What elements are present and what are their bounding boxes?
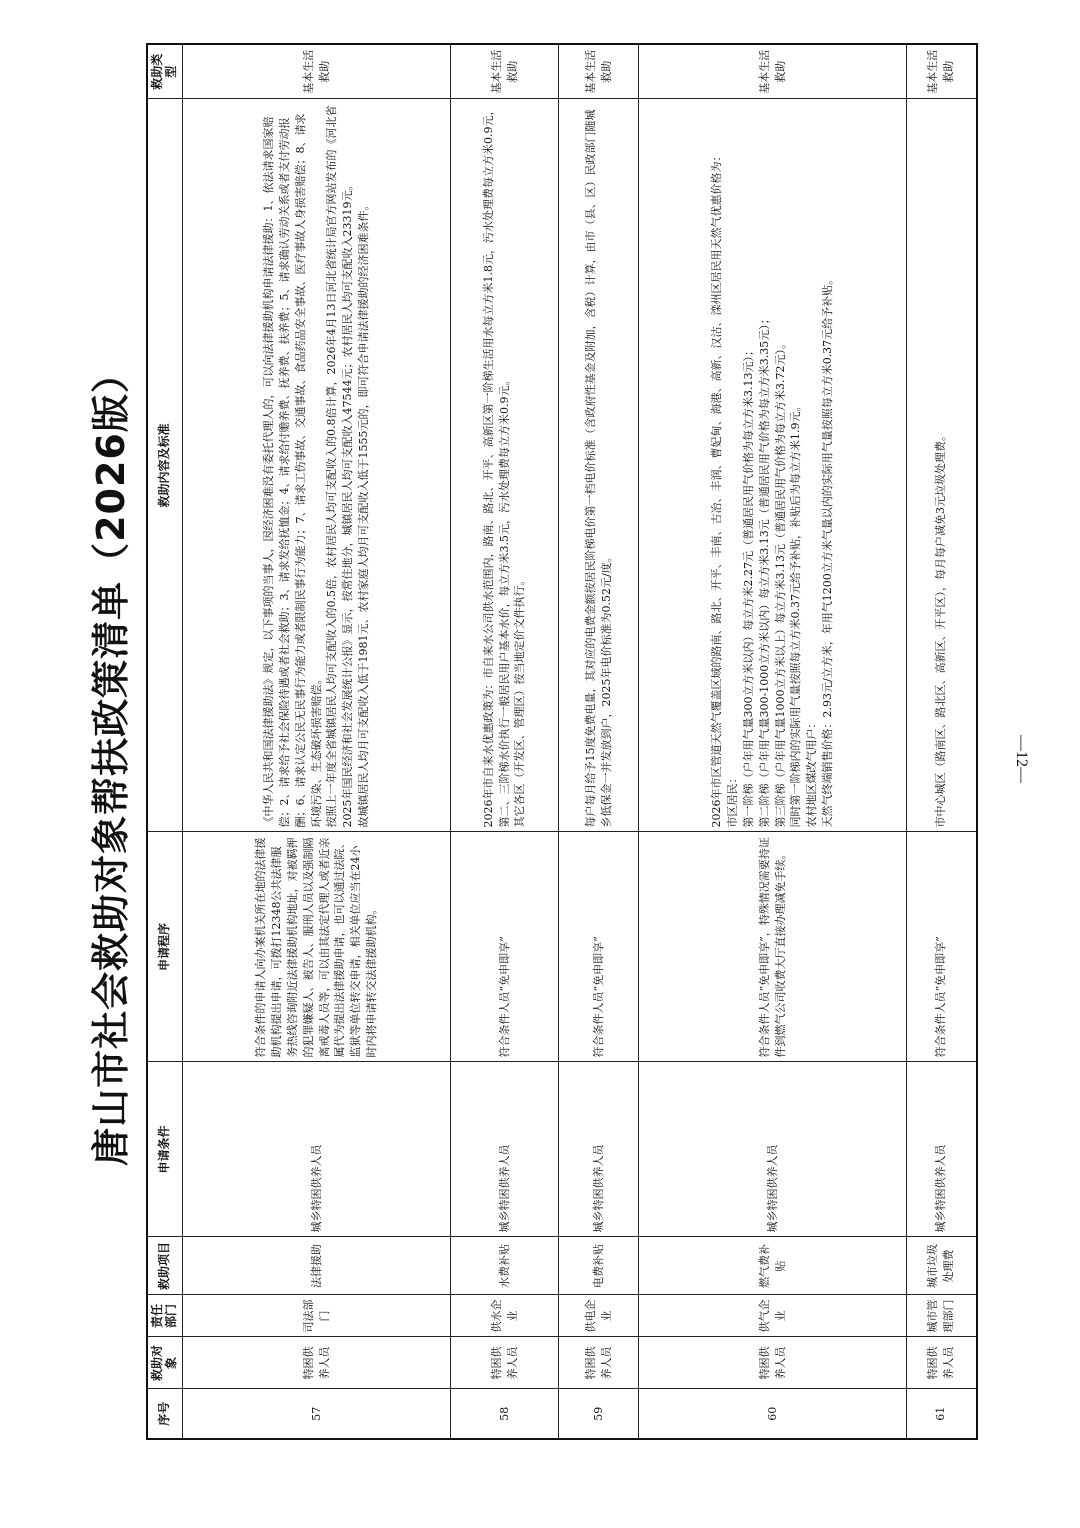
row-no: 59	[559, 1389, 639, 1439]
policy-table	[146, 43, 978, 1440]
row-no: 61	[907, 1389, 977, 1439]
table-row	[559, 44, 639, 1439]
page-number: —12—	[1013, 735, 1030, 783]
page-title: 唐山市社会救助对象帮扶政策清单（2026版）	[89, 354, 133, 1166]
row-dept: 供水企业	[451, 1295, 559, 1337]
row-no: 58	[451, 1389, 559, 1439]
header-procedure: 申请程序	[147, 832, 183, 1062]
rotated-page	[80, 40, 980, 1480]
row-type: 基本生活救助	[183, 44, 451, 99]
header-item: 救助项目	[147, 1237, 183, 1295]
header-condition: 申请条件	[147, 1062, 183, 1237]
row-item: 法律援助	[183, 1237, 451, 1295]
row-type: 基本生活救助	[907, 44, 977, 99]
table-header-row	[147, 44, 183, 1439]
row-condition: 城乡特困供养人员	[183, 1062, 451, 1237]
row-dept: 供气企业	[639, 1295, 907, 1337]
row-condition: 城乡特困供养人员	[559, 1062, 639, 1237]
table-row	[451, 44, 559, 1439]
header-dept: 责任部门	[147, 1295, 183, 1337]
header-object: 救助对象	[147, 1337, 183, 1389]
row-procedure: 符合条件人员“免申即享”	[907, 832, 977, 1062]
row-item: 燃气费补贴	[639, 1237, 907, 1295]
row-procedure: 符合条件的申请人向办案机关所在地的法律援助机构提出申请，可拨打12348公共法律服务热线咨询附近法律援助机构地址，对被羁押的犯罪嫌疑人、被告人、服刑人员以及强制隔离戒毒人员等，可以由其法定代理人或者近亲属代为提出法律援助申请，也可以通过法院、监狱等单位转交申请，相关单位应当在24小时内将申请转交法律援助机构。	[183, 832, 451, 1062]
row-object: 特困供养人员	[451, 1337, 559, 1389]
header-content: 救助内容及标准	[147, 99, 183, 832]
row-no: 57	[183, 1389, 451, 1439]
row-item: 城市垃圾处理费	[907, 1237, 977, 1295]
row-object: 特困供养人员	[559, 1337, 639, 1389]
row-object: 特困供养人员	[639, 1337, 907, 1389]
row-no: 60	[639, 1389, 907, 1439]
row-procedure: 符合条件人员“免申即享”	[451, 832, 559, 1062]
row-dept: 城市管理部门	[907, 1295, 977, 1337]
row-type: 基本生活救助	[451, 44, 559, 99]
header-type: 救助类型	[147, 44, 183, 99]
row-item: 水费补贴	[451, 1237, 559, 1295]
row-dept: 司法部门	[183, 1295, 451, 1337]
row-procedure: 符合条件人员“免申即享”，特殊情况需要持证件到燃气公司收费大厅直接办理减免手续。	[639, 832, 907, 1062]
row-dept: 供电企业	[559, 1295, 639, 1337]
row-content: 《中华人民共和国法律援助法》规定，以下事项的当事人，因经济困难没有委托代理人的，可以向法律援助机构申请法律援助：1、依法请求国家赔偿；2、请求给予社会保险待遇或者社会救助；3、请求发给抚恤金；4、请求给付赡养费、抚养费、扶养费；5、请求确认劳动关系或者支付劳动报酬；6、请求认定公民无民事行为能力或者限制民事行为能力；7、请求工伤事故、交通事故、食品药品安全事故、医疗事故人身损害赔偿；8、请求环境污染、生态破坏损害赔偿。 按照上一年度全省城镇居民人均可支配收入的0.5倍，农村居民人均可支配收入的0.8倍计算，2026年4月13日河北省统计局官方网站发布的《河北省2025年国民经济和社会发展统计公报》显示，按常住地分，城镇居民人均可支配收入47544元；农村居民人均可支配收入23319元。 故城镇居民人均月可支配收入低于1981元、农村家庭人均月可支配收入低于1555元的，即可符合申请法律援助的经济困难条件。	[183, 99, 451, 832]
row-condition: 城乡特困供养人员	[639, 1062, 907, 1237]
row-procedure: 符合条件人员“免申即享”	[559, 832, 639, 1062]
row-item: 电费补贴	[559, 1237, 639, 1295]
row-type: 基本生活救助	[639, 44, 907, 99]
row-object: 特困供养人员	[183, 1337, 451, 1389]
row-condition: 城乡特困供养人员	[451, 1062, 559, 1237]
row-content: 2026年市自来水优惠政策为：市自来水公司供水范围内，路南、路北、开平、高新区第一阶梯生活用水每立方米1.8元，污水处理费每立方米0.9元，第二、三阶梯水价执行一般居民用户基本水价，每立方米3.5元，污水处理费每立方米0.9元。 其它各区（开发区、管理区）按当地定价文件执行。	[451, 99, 559, 832]
row-content: 2026年市区管道天然气覆盖区域的路南、路北、开平、丰南、古冶、丰润、曹妃甸、海港、高新、汉沽、滦州区居民用天然气优惠价格为： 市区居民： 第一阶梯（户年用气量300立方米以内）每立方米2.27元（普通居民用气价格为每立方米3.13元）； 第二阶梯（户年用气量300-1000立方米以内）每立方米3.13元（普通居民用气价格为每立方米3.35元）； 第三阶梯（户年用气量1000立方米以上）每立方米3.13元（普通居民用气价格为每立方米3.72元）。 同时第一阶梯内的实际用气量按照每立方米0.37元给予补贴，补贴后为每立方米1.9元。 农村地区煤改气用户： 天然气终端销售价格：2.93元/立方米，年用气1200立方米气量以内的实际用气量按照每立方米0.37元给予补贴。	[639, 99, 907, 832]
table-row	[907, 44, 977, 1439]
row-condition: 城乡特困供养人员	[907, 1062, 977, 1237]
row-content: 市中心城区（路南区、路北区、高新区、开平区），每月每户减免3元垃圾处理费。	[907, 99, 977, 832]
row-content: 每户每月给予15度免费电量，其对应的电费金额按居民阶梯电价第一档电价标准（含政府性基金及附加，含税）计算，由市（县、区）民政部门随城乡低保金一并发放到户，2025年电价标准为0.52元/度。	[559, 99, 639, 832]
row-type: 基本生活救助	[559, 44, 639, 99]
header-no: 序号	[147, 1389, 183, 1439]
row-object: 特困供养人员	[907, 1337, 977, 1389]
table-row	[639, 44, 907, 1439]
table-row	[183, 44, 451, 1439]
